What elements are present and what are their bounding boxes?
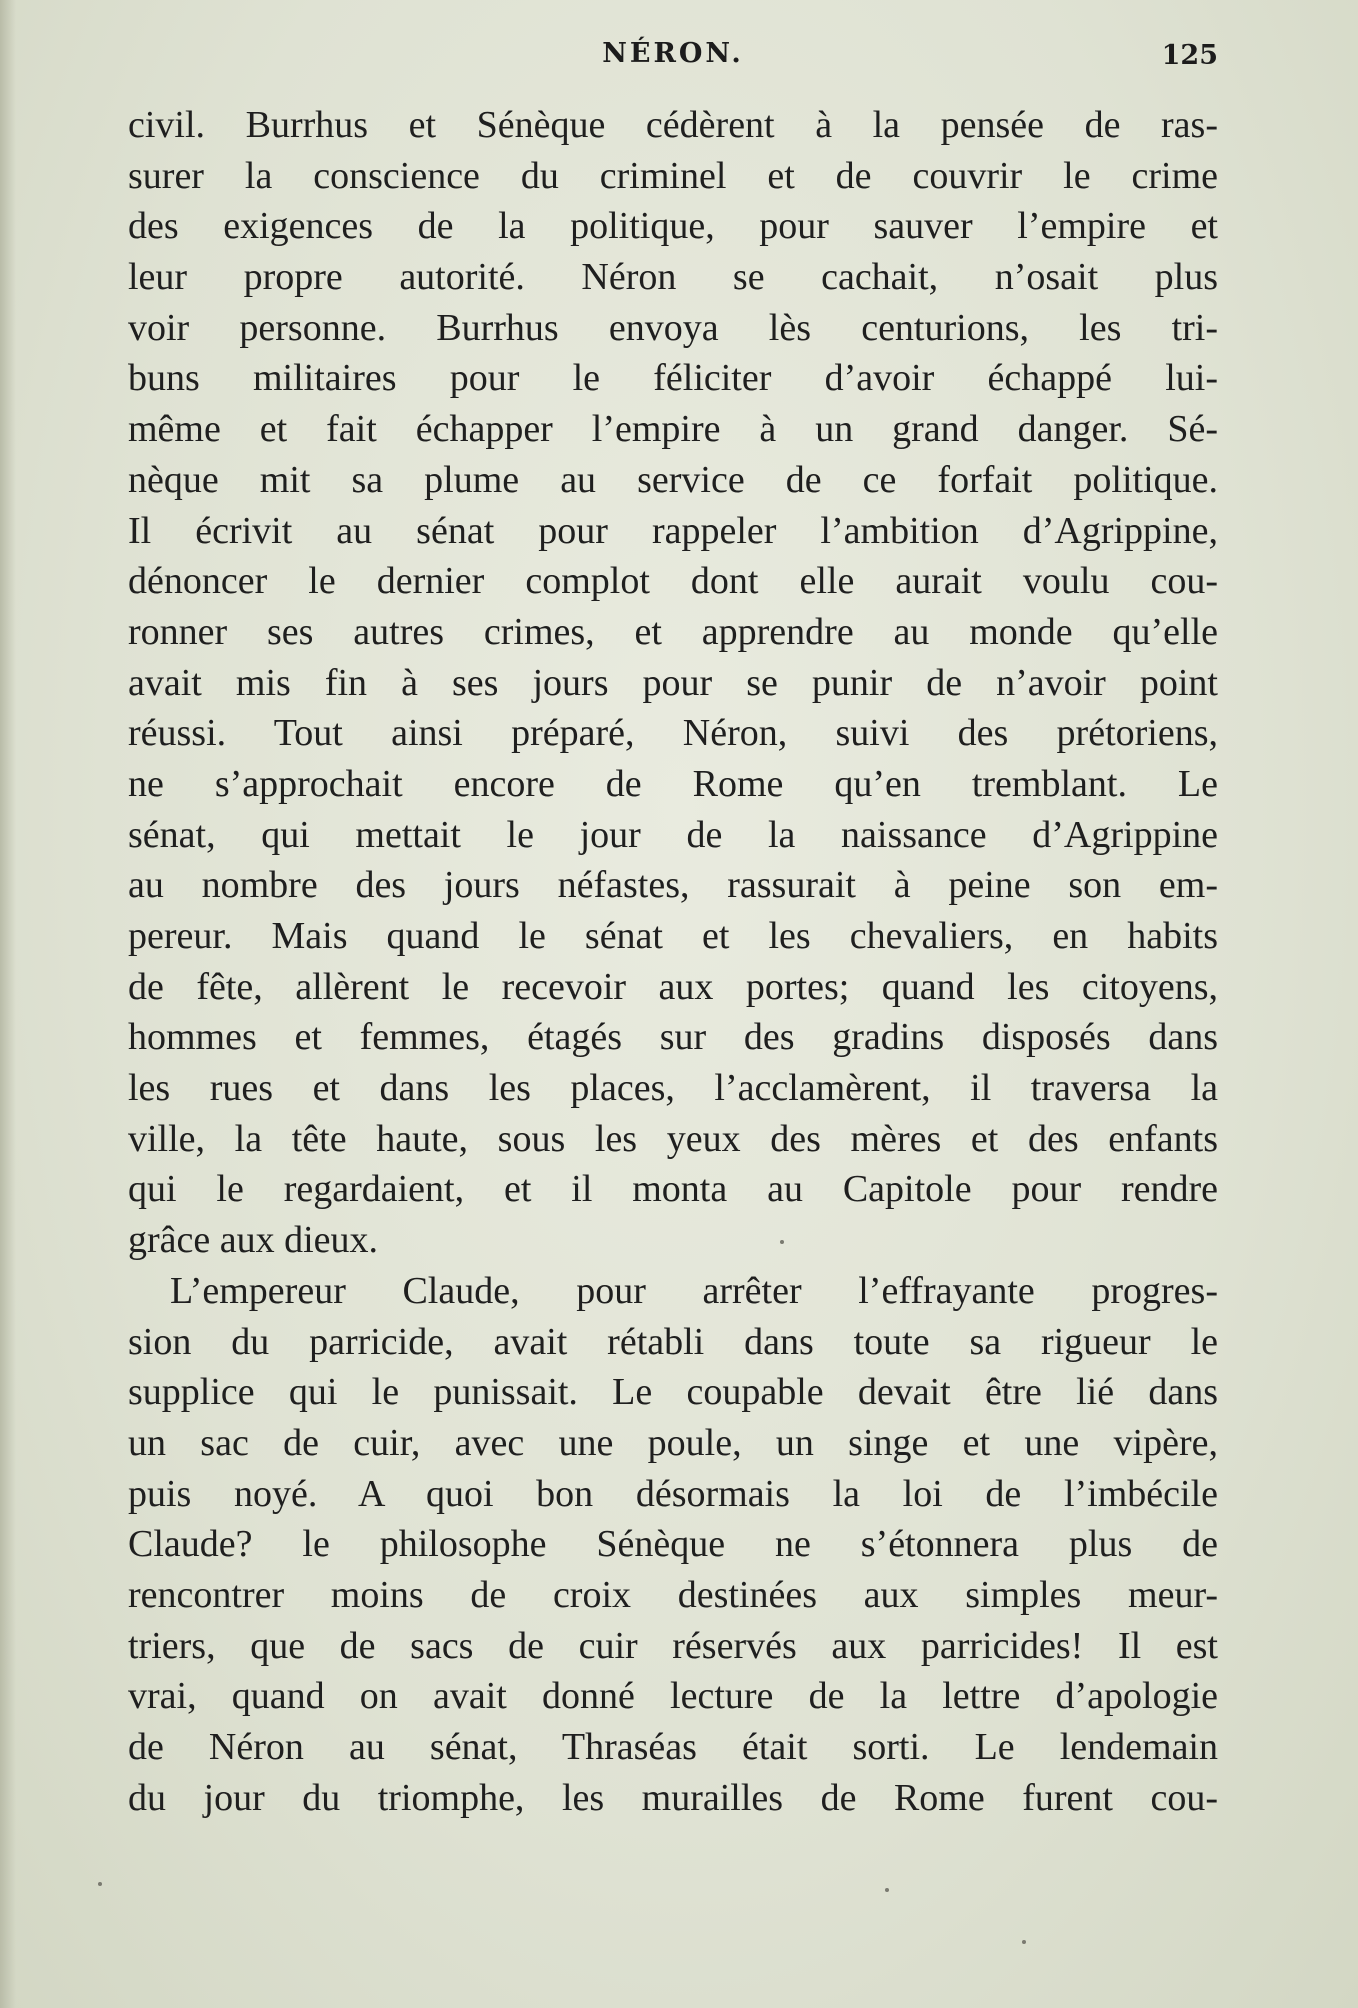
text-line: ronner ses autres crimes, et apprendre au monde qu’elle <box>128 610 1218 653</box>
text-line: du jour du triomphe, les murailles de Rome furent cou- <box>128 1776 1218 1819</box>
page-number: 125 <box>1161 40 1218 71</box>
body-text <box>128 100 1218 1823</box>
text-line: voir personne. Burrhus envoya lès centurions, les tri- <box>128 306 1218 349</box>
running-head <box>128 38 1218 88</box>
text-line: dénoncer le dernier complot dont elle aurait voulu cou- <box>128 560 1218 603</box>
text-line: nèque mit sa plume au service de ce forfait politique. <box>128 458 1218 501</box>
running-title: NÉRON. <box>602 38 744 69</box>
text-line: surer la conscience du criminel et de couvrir le crime <box>128 154 1218 197</box>
text-line: pereur. Mais quand le sénat et les chevaliers, en habits <box>128 915 1218 957</box>
text-line: un sac de cuir, avec une poule, un singe et une vipère, <box>128 1421 1218 1464</box>
text-line: buns militaires pour le féliciter d’avoir échappé lui- <box>128 357 1218 400</box>
text-line: Claude? le philosophe Sénèque ne s’étonnera plus de <box>128 1523 1218 1566</box>
text-line: leur propre autorité. Néron se cachait, n’osait plus <box>128 256 1218 299</box>
text-line: réussi. Tout ainsi préparé, Néron, suivi des prétoriens, <box>128 712 1218 755</box>
text-line: sénat, qui mettait le jour de la naissance d’Agrippine <box>128 813 1218 856</box>
text-line: puis noyé. A quoi bon désormais la loi de l’imbécile <box>128 1472 1218 1515</box>
text-line: au nombre des jours néfastes, rassurait à peine son em- <box>128 864 1218 907</box>
text-line: ville, la tête haute, sous les yeux des mères et des enfants <box>128 1117 1218 1160</box>
text-line: de Néron au sénat, Thraséas était sorti. Le lendemain <box>128 1726 1218 1768</box>
text-line: rencontrer moins de croix destinées aux simples meur- <box>128 1573 1218 1616</box>
text-line: des exigences de la politique, pour sauver l’empire et <box>128 205 1218 248</box>
text-line: de fête, allèrent le recevoir aux portes; quand les citoyens, <box>128 965 1218 1008</box>
paragraph-start-line: L’empereur Claude, pour arrêter l’effrayante progres- <box>170 1269 1218 1312</box>
paper-speck <box>98 1882 102 1886</box>
text-line: qui le regardaient, et il monta au Capitole pour rendre <box>128 1168 1218 1211</box>
text-line: Il écrivit au sénat pour rappeler l’ambition d’Agrippine, <box>128 509 1218 552</box>
paper-speck <box>885 1888 889 1892</box>
text-line: sion du parricide, avait rétabli dans toute sa rigueur le <box>128 1320 1218 1363</box>
text-line: supplice qui le punissait. Le coupable devait être lié dans <box>128 1371 1218 1414</box>
text-line: les rues et dans les places, l’acclamèrent, il traversa la <box>128 1067 1218 1110</box>
text-line: avait mis fin à ses jours pour se punir de n’avoir point <box>128 661 1218 704</box>
text-line: civil. Burrhus et Sénèque cédèrent à la pensée de ras- <box>128 104 1218 146</box>
text-line: hommes et femmes, étagés sur des gradins disposés dans <box>128 1016 1218 1059</box>
paragraph-end-line: grâce aux dieux. <box>128 1219 379 1262</box>
paper-speck <box>1022 1940 1026 1944</box>
text-line: triers, que de sacs de cuir réservés aux parricides! Il est <box>128 1624 1218 1667</box>
paper-speck <box>780 1240 784 1244</box>
text-line: même et fait échapper l’empire à un grand danger. Sé- <box>128 408 1218 451</box>
text-line: vrai, quand on avait donné lecture de la lettre d’apologie <box>128 1675 1218 1718</box>
text-line: ne s’approchait encore de Rome qu’en tremblant. Le <box>128 762 1218 805</box>
